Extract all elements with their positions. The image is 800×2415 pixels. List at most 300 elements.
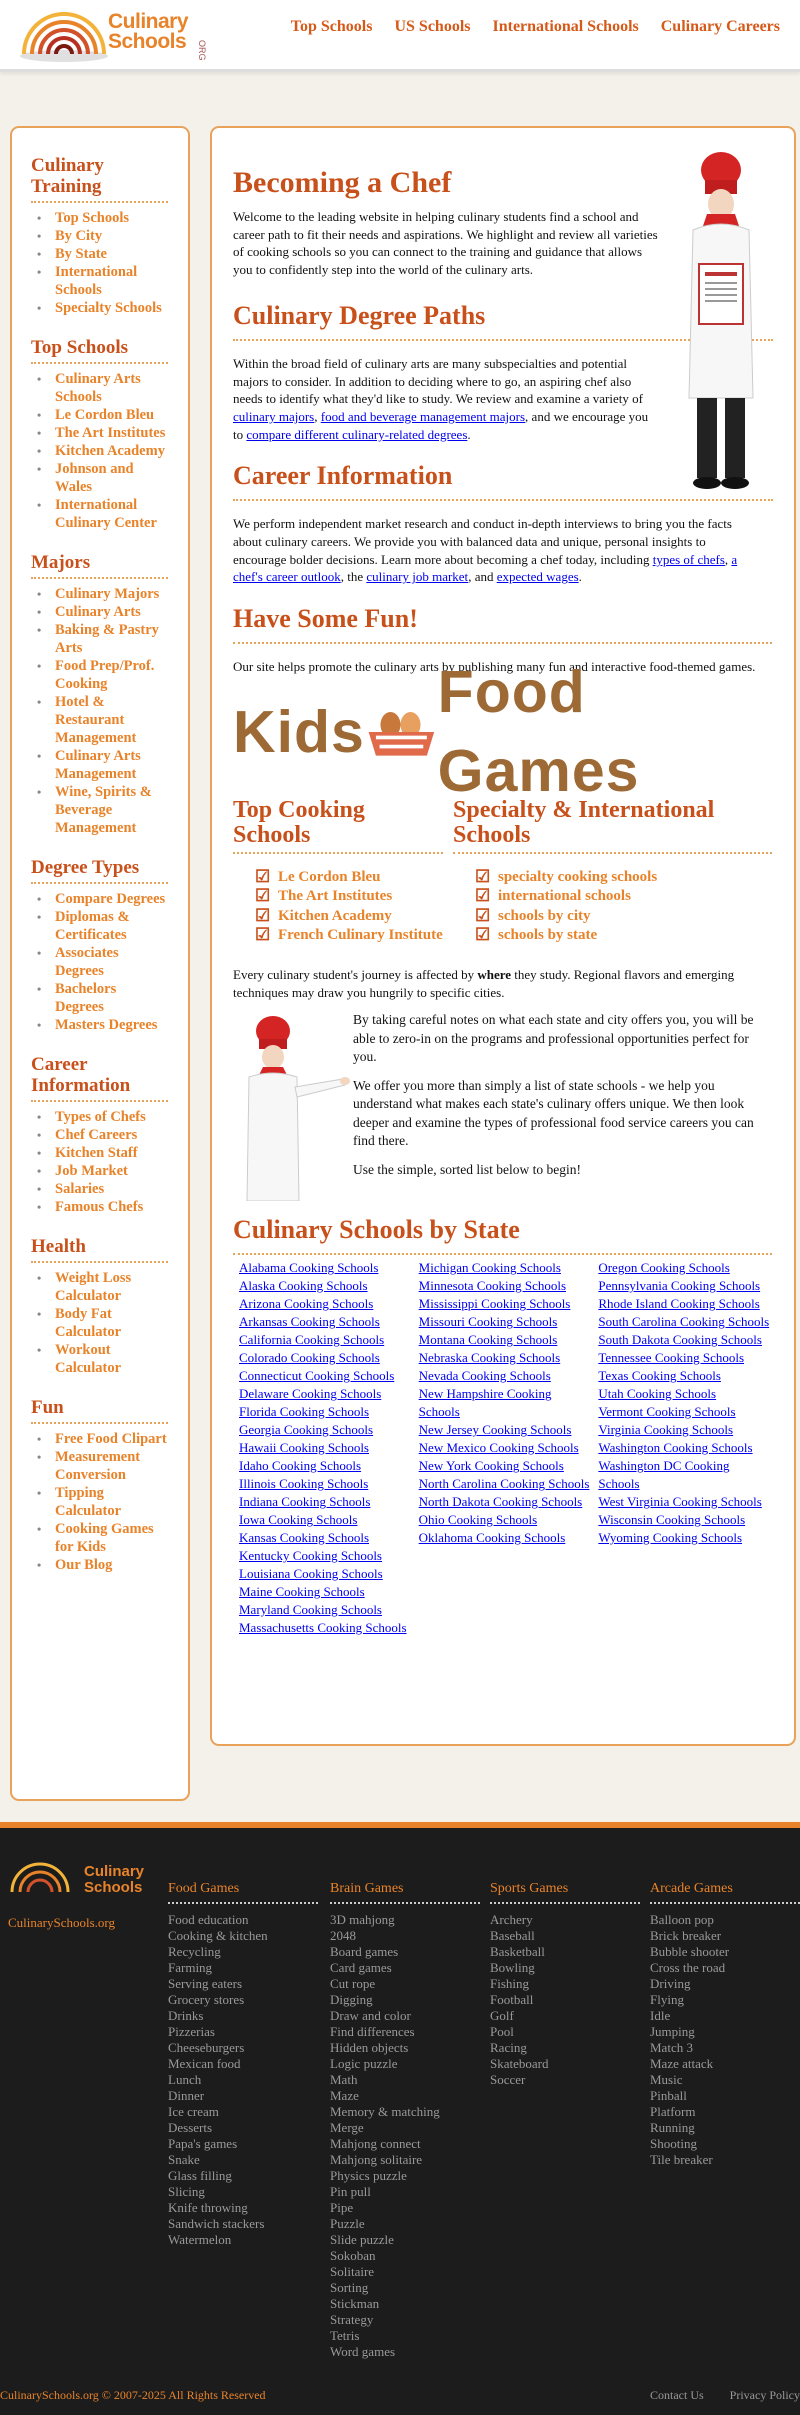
- footer-link[interactable]: Bubble shooter: [650, 1943, 730, 1959]
- sidebar-link[interactable]: Chef Careers: [55, 1127, 138, 1143]
- where-pre: Every culinary student's journey is affected by: [233, 966, 475, 982]
- sidebar-heading: Culinary Training: [31, 155, 168, 203]
- degree-paths-heading: Culinary Degree Paths: [233, 301, 773, 341]
- state-link[interactable]: Connecticut Cooking Schools: [239, 1368, 395, 1384]
- sidebar-item: [37, 585, 167, 603]
- state-link[interactable]: Florida Cooking Schools: [239, 1404, 370, 1420]
- states-paragraph-1: By taking careful notes on what each state and city offers you, you will be able to zero-in on the programs and professional opportunities perfect for you.: [353, 1012, 754, 1065]
- footer-link[interactable]: Knife throwing: [168, 2199, 248, 2215]
- sidebar-item: [37, 1341, 167, 1377]
- state-link[interactable]: West Virginia Cooking Schools: [598, 1494, 762, 1510]
- footer-link[interactable]: Brick breaker: [650, 1927, 722, 1943]
- sidebar-item: [37, 603, 167, 621]
- footer-link[interactable]: Balloon pop: [650, 1911, 714, 1927]
- sidebar-item: [37, 890, 167, 908]
- state-link[interactable]: Maryland Cooking Schools: [239, 1602, 382, 1618]
- state-link[interactable]: Hawaii Cooking Schools: [239, 1440, 369, 1456]
- footer-link[interactable]: Racing: [490, 2039, 527, 2055]
- degree-paths-text: [233, 355, 658, 444]
- logo-text[interactable]: [108, 12, 188, 52]
- page-title: Becoming a Chef: [233, 166, 452, 199]
- logo-line2: Schools: [108, 30, 187, 53]
- checklist-item[interactable]: ☑ French Culinary Institute: [255, 926, 443, 946]
- state-link[interactable]: New Mexico Cooking Schools: [418, 1440, 579, 1456]
- contact-us-link[interactable]: Contact Us: [650, 2388, 704, 2402]
- footer-link[interactable]: Dinner: [168, 2087, 205, 2103]
- have-fun-text: Our site helps promote the culinary arts by publishing many fun and interactive food-themed games.: [233, 659, 756, 675]
- footer-link[interactable]: Find differences: [330, 2023, 415, 2039]
- sidebar-item: [37, 621, 167, 657]
- sidebar-heading: Majors: [31, 552, 168, 579]
- footer-link[interactable]: Farming: [168, 1959, 213, 1975]
- state-link[interactable]: Wyoming Cooking Schools: [598, 1530, 743, 1546]
- career-and: , and: [468, 569, 494, 585]
- sidebar-item: [37, 442, 167, 460]
- footer-link[interactable]: Logic puzzle: [330, 2055, 398, 2071]
- sidebar-item: [37, 245, 167, 263]
- footer-link[interactable]: Platform: [650, 2103, 696, 2119]
- state-link[interactable]: Oregon Cooking Schools: [598, 1260, 730, 1276]
- link-expected-wages[interactable]: expected wages: [496, 569, 579, 585]
- career-info-heading: Career Information: [233, 461, 773, 501]
- state-link[interactable]: South Carolina Cooking Schools: [598, 1314, 770, 1330]
- footer-link[interactable]: Driving: [650, 1975, 691, 1991]
- sidebar-link[interactable]: Measurement Conversion: [55, 1449, 141, 1483]
- intro-text: Welcome to the leading website in helping culinary students find a school and career path to fit their needs and aspirations. We highlight and review all varieties of cooking schools so you can connect to the training and guidance that allows you to confidently step into the world of the culinary arts.: [233, 209, 658, 278]
- sidebar-link[interactable]: Associates Degrees: [55, 945, 119, 979]
- footer-link[interactable]: Desserts: [168, 2119, 213, 2135]
- school-columns: [233, 798, 772, 946]
- states-paragraph-2: We offer you more than simply a list of state schools - we help you understand what makes each state's culinary offers unique. We then look deeper and examine the types of professional food service careers you can find there.: [353, 1077, 754, 1149]
- footer-link[interactable]: Basketball: [490, 1943, 545, 1959]
- link-job-market[interactable]: culinary job market: [366, 569, 469, 585]
- state-link[interactable]: Alaska Cooking Schools: [239, 1278, 368, 1294]
- career-end: .: [578, 569, 582, 585]
- sidebar-link[interactable]: Kitchen Academy: [55, 443, 165, 459]
- footer-link[interactable]: Solitaire: [330, 2263, 375, 2279]
- footer-link[interactable]: Cheeseburgers: [168, 2039, 245, 2055]
- degree-mid: , and we encourage you to: [233, 408, 649, 442]
- where-bold: where: [477, 966, 512, 982]
- footer-logo-line1: Culinary: [84, 1863, 145, 1880]
- sidebar-item: [37, 747, 167, 783]
- checklist-item[interactable]: ☑ schools by city: [475, 907, 772, 927]
- sidebar-link[interactable]: Specialty Schools: [55, 300, 162, 316]
- sidebar-item: [37, 657, 167, 693]
- sidebar-item: [37, 406, 167, 424]
- sidebar-link[interactable]: By City: [55, 228, 103, 244]
- footer-link[interactable]: Bowling: [490, 1959, 535, 1975]
- states-paragraph-3: Use the simple, sorted list below to begin!: [353, 1161, 581, 1177]
- state-link[interactable]: Nebraska Cooking Schools: [418, 1350, 561, 1366]
- footer-link[interactable]: Soccer: [490, 2071, 526, 2087]
- footer-link[interactable]: Music: [650, 2071, 683, 2087]
- sidebar-link[interactable]: Hotel & Restaurant Management: [55, 694, 137, 746]
- sidebar-link[interactable]: Le Cordon Bleu: [55, 407, 155, 423]
- sidebar-list: [31, 890, 188, 1034]
- state-link[interactable]: North Dakota Cooking Schools: [418, 1494, 583, 1510]
- state-link[interactable]: Alabama Cooking Schools: [239, 1260, 379, 1276]
- state-link[interactable]: Oklahoma Cooking Schools: [418, 1530, 566, 1546]
- sidebar-link[interactable]: The Art Institutes: [55, 425, 166, 441]
- footer-link[interactable]: Cooking & kitchen: [168, 1927, 268, 1943]
- sidebar-heading: Health: [31, 1236, 168, 1263]
- footer-link[interactable]: 3D mahjong: [330, 1911, 395, 1927]
- sidebar-heading: Top Schools: [31, 337, 168, 364]
- states-column-2: [413, 1259, 593, 1637]
- sidebar-item: [37, 980, 167, 1016]
- site-footer: [0, 1822, 800, 2415]
- sidebar-link[interactable]: Diplomas & Certificates: [55, 909, 130, 943]
- footer-list: [490, 1912, 640, 2088]
- state-link[interactable]: Idaho Cooking Schools: [239, 1458, 362, 1474]
- food-games-label: Food Games: [437, 659, 640, 804]
- state-link[interactable]: Virginia Cooking Schools: [598, 1422, 734, 1438]
- footer-link[interactable]: Fishing: [490, 1975, 530, 1991]
- sidebar-link[interactable]: Food Prep/Prof. Cooking: [55, 658, 155, 692]
- sidebar-list: [31, 209, 188, 317]
- footer-logo-line2: Schools: [84, 1879, 143, 1896]
- state-link[interactable]: Arizona Cooking Schools: [239, 1296, 374, 1312]
- sidebar-item: [37, 1016, 167, 1034]
- sidebar-link[interactable]: Job Market: [55, 1163, 128, 1179]
- sidebar-list: [31, 370, 188, 532]
- footer-link[interactable]: Slide puzzle: [330, 2231, 394, 2247]
- state-link[interactable]: Texas Cooking Schools: [598, 1368, 721, 1384]
- footer-link[interactable]: Archery: [490, 1911, 533, 1927]
- footer-link[interactable]: Grocery stores: [168, 1991, 245, 2007]
- states-column-1: [233, 1259, 413, 1637]
- sidebar-link[interactable]: Workout Calculator: [55, 1342, 122, 1376]
- footer-logo-icon[interactable]: [8, 1858, 156, 1898]
- sidebar-item: [37, 1448, 167, 1484]
- top-cooking-col: [233, 798, 443, 946]
- logo-line1: Culinary: [108, 10, 189, 33]
- sidebar-item: [37, 1144, 167, 1162]
- state-link[interactable]: Utah Cooking Schools: [598, 1386, 717, 1402]
- checklist-item[interactable]: ☑ specialty cooking schools: [475, 868, 772, 888]
- sidebar-link[interactable]: Culinary Arts: [55, 604, 141, 620]
- footer-link[interactable]: Papa's games: [168, 2135, 238, 2151]
- sidebar-link[interactable]: Culinary Arts Management: [55, 748, 141, 782]
- footer-link[interactable]: Math: [330, 2071, 358, 2087]
- sidebar-item: [37, 209, 167, 227]
- state-link[interactable]: Arkansas Cooking Schools: [239, 1314, 380, 1330]
- sidebar-link[interactable]: Famous Chefs: [55, 1199, 144, 1215]
- footer-column: [330, 1880, 480, 2360]
- state-link[interactable]: Wisconsin Cooking Schools: [598, 1512, 746, 1528]
- degree-sep: ,: [314, 408, 318, 424]
- footer-link[interactable]: Pizzerias: [168, 2023, 215, 2039]
- footer-column: [490, 1880, 640, 2088]
- footer-column-title: Brain Games: [330, 1880, 480, 1904]
- footer-link[interactable]: Hidden objects: [330, 2039, 409, 2055]
- footer-link[interactable]: Slicing: [168, 2183, 205, 2199]
- nav-top-schools[interactable]: Top Schools: [290, 18, 373, 35]
- sidebar-item: [37, 496, 167, 532]
- sidebar-item: [37, 1484, 167, 1520]
- chef-pointing-image: [233, 1011, 353, 1201]
- footer-link[interactable]: Mahjong connect: [330, 2135, 421, 2151]
- state-link[interactable]: Colorado Cooking Schools: [239, 1350, 380, 1366]
- checklist-item[interactable]: ☑ Le Cordon Bleu: [255, 868, 443, 888]
- sidebar-item: [37, 1198, 167, 1216]
- state-link[interactable]: New Jersey Cooking Schools: [418, 1422, 572, 1438]
- footer-link[interactable]: Ice cream: [168, 2103, 219, 2119]
- footer-link[interactable]: Sokoban: [330, 2247, 376, 2263]
- nav-international-schools[interactable]: International Schools: [492, 18, 639, 35]
- career-body: We perform independent market research and conduct in-depth interviews to bring you the facts about culinary careers. We provide you with balanced data and unique, personal insights to encourage bolder decisions. Learn more about becoming a chef today, including: [233, 516, 732, 567]
- footer-list: [650, 1912, 800, 2168]
- state-link[interactable]: Mississippi Cooking Schools: [418, 1296, 571, 1312]
- sidebar-link[interactable]: Masters Degrees: [55, 1017, 158, 1033]
- footer-link[interactable]: Baseball: [490, 1927, 535, 1943]
- state-link[interactable]: Montana Cooking Schools: [418, 1332, 558, 1348]
- sidebar-item: [37, 783, 167, 837]
- footer-link[interactable]: Serving eaters: [168, 1975, 243, 1991]
- footer-link[interactable]: Shooting: [650, 2135, 697, 2151]
- state-link[interactable]: Ohio Cooking Schools: [418, 1512, 538, 1528]
- footer-link[interactable]: Maze: [330, 2087, 359, 2103]
- sidebar-item: [37, 1180, 167, 1198]
- footer-link[interactable]: Glass filling: [168, 2167, 232, 2183]
- footer-link[interactable]: Pipe: [330, 2199, 354, 2215]
- state-link[interactable]: Michigan Cooking Schools: [418, 1260, 561, 1276]
- sidebar-item: [37, 944, 167, 980]
- footer-link[interactable]: Pin pull: [330, 2183, 371, 2199]
- footer-link[interactable]: Draw and color: [330, 2007, 411, 2023]
- state-link[interactable]: Indiana Cooking Schools: [239, 1494, 371, 1510]
- state-link[interactable]: Massachusetts Cooking Schools: [239, 1620, 407, 1636]
- top-cooking-heading: Top Cooking Schools: [233, 798, 443, 854]
- where-text: [233, 966, 772, 1001]
- sidebar-link[interactable]: Weight Loss Calculator: [55, 1270, 132, 1304]
- state-link[interactable]: Maine Cooking Schools: [239, 1584, 365, 1600]
- footer-link[interactable]: 2048: [330, 1927, 356, 1943]
- state-link[interactable]: Kansas Cooking Schools: [239, 1530, 369, 1546]
- state-link[interactable]: Illinois Cooking Schools: [239, 1476, 369, 1492]
- footer-link[interactable]: Maze attack: [650, 2055, 714, 2071]
- footer-link[interactable]: Tile breaker: [650, 2151, 713, 2167]
- sidebar-item: [37, 460, 167, 496]
- checklist-item[interactable]: ☑ international schools: [475, 887, 772, 907]
- state-link[interactable]: Delaware Cooking Schools: [239, 1386, 382, 1402]
- sidebar-item: [37, 263, 167, 299]
- nav-us-schools[interactable]: US Schools: [394, 18, 471, 35]
- state-link[interactable]: Tennessee Cooking Schools: [598, 1350, 745, 1366]
- footer-links: [650, 2388, 800, 2404]
- egg-basket-icon: [365, 702, 438, 762]
- footer-link[interactable]: Card games: [330, 1959, 392, 1975]
- link-types-of-chefs[interactable]: types of chefs: [652, 551, 725, 567]
- link-compare-degrees[interactable]: compare different culinary-related degrees: [246, 426, 468, 442]
- sidebar-link[interactable]: Salaries: [55, 1181, 105, 1197]
- footer-link[interactable]: Idle: [650, 2007, 671, 2023]
- footer-link[interactable]: Running: [650, 2119, 695, 2135]
- footer-link[interactable]: Recycling: [168, 1943, 221, 1959]
- footer-link[interactable]: Jumping: [650, 2023, 695, 2039]
- footer-link[interactable]: Lunch: [168, 2071, 202, 2087]
- sidebar-link[interactable]: Types of Chefs: [55, 1109, 146, 1125]
- sidebar-link[interactable]: Compare Degrees: [55, 891, 166, 907]
- sidebar-item: [37, 1108, 167, 1126]
- sidebar-item: [37, 227, 167, 245]
- where-post: they study. Regional flavors and emerging techniques may draw you hungrily to specific cities.: [233, 966, 735, 1000]
- sidebar-list: [31, 1108, 188, 1216]
- footer-link[interactable]: Board games: [330, 1943, 399, 1959]
- top-cooking-list: [233, 868, 443, 946]
- sidebar-link[interactable]: Johnson and Wales: [55, 461, 134, 495]
- sidebar-link[interactable]: Tipping Calculator: [55, 1485, 122, 1519]
- state-link[interactable]: North Carolina Cooking Schools: [418, 1476, 590, 1492]
- footer-link[interactable]: Cross the road: [650, 1959, 726, 1975]
- state-link[interactable]: New York Cooking Schools: [418, 1458, 564, 1474]
- footer-link[interactable]: Word games: [330, 2343, 396, 2359]
- degree-paths-body: Within the broad field of culinary arts are many subspecialties and potential majors to consider. In addition to deciding where to go, an aspiring chef also needs to identify what they'd like to study. We review and examine a variety of: [233, 355, 643, 407]
- footer-site-name[interactable]: CulinarySchools.org: [8, 1915, 116, 1930]
- sidebar-link[interactable]: Our Blog: [55, 1557, 113, 1573]
- career-the: , the: [340, 569, 364, 585]
- state-link[interactable]: Georgia Cooking Schools: [239, 1422, 374, 1438]
- sidebar-link[interactable]: Wine, Spirits & Beverage Management: [55, 784, 152, 836]
- sidebar-list: [31, 1269, 188, 1377]
- logo-suffix: ORG: [197, 40, 207, 61]
- sidebar-heading: Degree Types: [31, 857, 168, 884]
- states-column-3: [592, 1259, 772, 1637]
- site-header: [0, 0, 800, 72]
- footer-link[interactable]: Skateboard: [490, 2055, 549, 2071]
- footer-column: [168, 1880, 318, 2248]
- sidebar-link[interactable]: Top Schools: [55, 210, 130, 226]
- kids-label: Kids: [233, 698, 365, 765]
- career-info-text: We perform independent market research and conduct in-depth interviews to bring you the facts about culinary careers. We provide you with balanced data and unique, personal insights to encourage bolder decisions. Learn more about becoming a chef today, including types of chefs, a chef's career outlook, the culinary job market, and expected wages.: [233, 516, 738, 585]
- checklist-item[interactable]: ☑ schools by state: [475, 926, 772, 946]
- sidebar-link[interactable]: International Schools: [55, 264, 138, 298]
- state-link[interactable]: Iowa Cooking Schools: [239, 1512, 358, 1528]
- footer-link[interactable]: Drinks: [168, 2007, 204, 2023]
- footer-link[interactable]: Puzzle: [330, 2215, 365, 2231]
- sidebar-item: [37, 424, 167, 442]
- footer-link[interactable]: Pool: [490, 2023, 514, 2039]
- sidebar-link[interactable]: Baking & Pastry Arts: [55, 622, 159, 656]
- link-culinary-majors[interactable]: culinary majors: [233, 408, 315, 424]
- footer-link[interactable]: Memory & matching: [330, 2103, 440, 2119]
- footer-link[interactable]: Golf: [490, 2007, 514, 2023]
- sidebar-link[interactable]: Bachelors Degrees: [55, 981, 117, 1015]
- checklist-item[interactable]: ☑ Kitchen Academy: [255, 907, 443, 927]
- state-link[interactable]: Kentucky Cooking Schools: [239, 1548, 382, 1564]
- state-link[interactable]: Minnesota Cooking Schools: [418, 1278, 567, 1294]
- footer-link[interactable]: Pinball: [650, 2087, 687, 2103]
- sidebar-item: [37, 1520, 167, 1556]
- checklist-item[interactable]: ☑ The Art Institutes: [255, 887, 443, 907]
- footer-link[interactable]: Merge: [330, 2119, 364, 2135]
- footer-link[interactable]: Cut rope: [330, 1975, 376, 1991]
- footer-link[interactable]: Football: [490, 1991, 534, 2007]
- sidebar-item: [37, 1269, 167, 1305]
- sidebar-link[interactable]: International Culinary Center: [55, 497, 157, 531]
- sidebar-link[interactable]: Free Food Clipart: [55, 1431, 167, 1447]
- footer-link[interactable]: Stickman: [330, 2295, 380, 2311]
- schools-by-state-heading: Culinary Schools by State: [233, 1215, 772, 1255]
- sidebar-item: [37, 1305, 167, 1341]
- footer-link[interactable]: Watermelon: [168, 2231, 232, 2247]
- footer-link[interactable]: Physics puzzle: [330, 2167, 407, 2183]
- footer-column-title: Food Games: [168, 1880, 318, 1904]
- sidebar-link[interactable]: Culinary Majors: [55, 586, 160, 602]
- chef-section-text: [353, 1011, 772, 1201]
- footer-list: [330, 1912, 480, 2360]
- sidebar-item: [37, 1556, 167, 1574]
- footer-column-title: Sports Games: [490, 1880, 640, 1904]
- sidebar-link[interactable]: By State: [55, 246, 107, 262]
- sidebar-item: [37, 908, 167, 944]
- footer-link[interactable]: Strategy: [330, 2311, 374, 2327]
- sidebar-list: [31, 585, 188, 837]
- specialty-list: [453, 868, 772, 946]
- states-list: [233, 1259, 772, 1637]
- sidebar-link[interactable]: Culinary Arts Schools: [55, 371, 141, 405]
- state-link[interactable]: Nevada Cooking Schools: [418, 1368, 551, 1384]
- sidebar-link[interactable]: Body Fat Calculator: [55, 1306, 122, 1340]
- footer-link[interactable]: Mexican food: [168, 2055, 241, 2071]
- footer-link[interactable]: Match 3: [650, 2039, 693, 2055]
- footer-link[interactable]: Snake: [168, 2151, 200, 2167]
- sidebar-heading: Fun: [31, 1397, 168, 1424]
- state-link[interactable]: Louisiana Cooking Schools: [239, 1566, 383, 1582]
- sidebar-item: [37, 1162, 167, 1180]
- state-link[interactable]: Washington DC Cooking Schools: [598, 1458, 730, 1492]
- sidebar-heading: Career Information: [31, 1054, 168, 1102]
- footer-column: [650, 1880, 800, 2168]
- state-link[interactable]: Rhode Island Cooking Schools: [598, 1296, 760, 1312]
- state-link[interactable]: Vermont Cooking Schools: [598, 1404, 736, 1420]
- footer-link[interactable]: Flying: [650, 1991, 684, 2007]
- footer-link[interactable]: Sorting: [330, 2279, 369, 2295]
- footer-link[interactable]: Mahjong solitaire: [330, 2151, 423, 2167]
- specialty-heading: Specialty & International Schools: [453, 798, 772, 854]
- state-link[interactable]: California Cooking Schools: [239, 1332, 385, 1348]
- top-navigation: [291, 16, 780, 37]
- sidebar-list: [31, 1430, 188, 1574]
- chef-woman-image: [669, 148, 774, 513]
- main-content: [210, 126, 796, 1746]
- specialty-col: [453, 798, 772, 946]
- state-link[interactable]: Washington Cooking Schools: [598, 1440, 753, 1456]
- state-link[interactable]: Pennsylvania Cooking Schools: [598, 1278, 761, 1294]
- sidebar-link[interactable]: Kitchen Staff: [55, 1145, 138, 1161]
- nav-culinary-careers[interactable]: Culinary Careers: [660, 18, 780, 35]
- privacy-policy-link[interactable]: Privacy Policy: [729, 2388, 800, 2402]
- footer-column-title: Arcade Games: [650, 1880, 800, 1904]
- state-link[interactable]: South Dakota Cooking Schools: [598, 1332, 762, 1348]
- sidebar-item: [37, 693, 167, 747]
- sidebar-item: [37, 299, 167, 317]
- footer-link[interactable]: Tetris: [330, 2327, 360, 2343]
- link-food-beverage-majors[interactable]: food and beverage management majors: [320, 408, 526, 424]
- sidebar-item: [37, 370, 167, 406]
- footer-link[interactable]: Digging: [330, 1991, 373, 2007]
- footer-list: [168, 1912, 318, 2248]
- sidebar: [10, 126, 190, 1801]
- sidebar-item: [37, 1430, 167, 1448]
- state-link[interactable]: New Hampshire Cooking Schools: [418, 1386, 552, 1420]
- sidebar-link[interactable]: Cooking Games for Kids: [55, 1521, 154, 1555]
- footer-link[interactable]: Sandwich stackers: [168, 2215, 265, 2231]
- state-link[interactable]: Missouri Cooking Schools: [418, 1314, 558, 1330]
- footer-link[interactable]: Food education: [168, 1911, 249, 1927]
- link-career-outlook[interactable]: a chef's career outlook: [233, 551, 738, 585]
